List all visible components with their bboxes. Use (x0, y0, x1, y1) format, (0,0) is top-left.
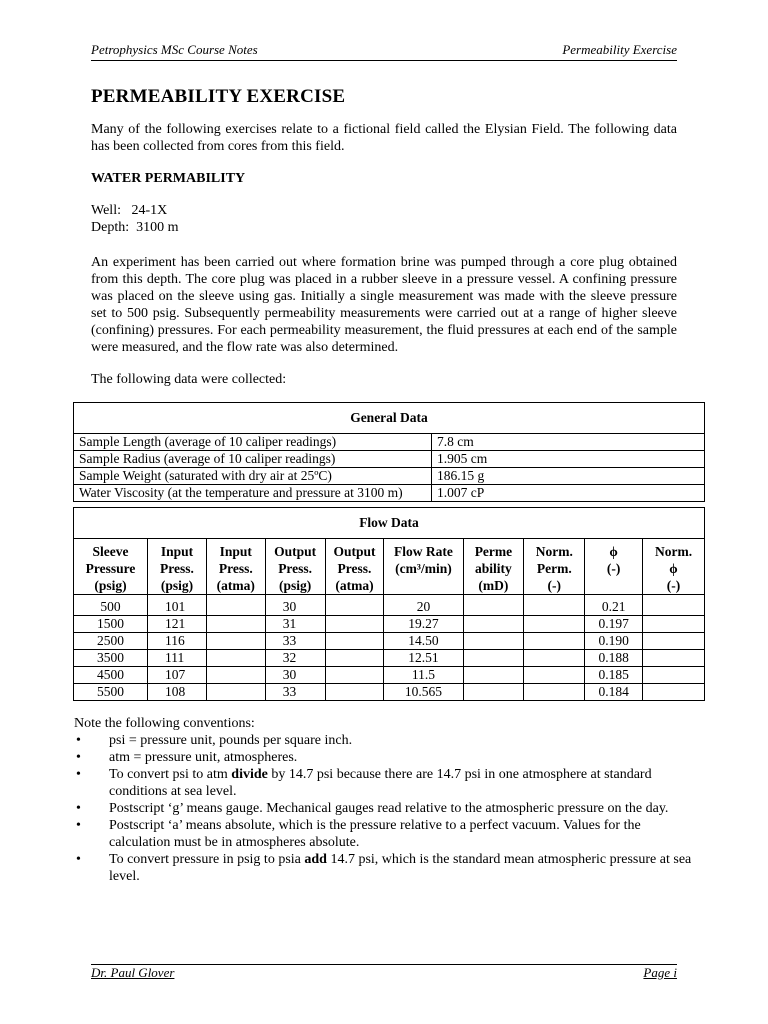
flow-data-cell: 10.565 (384, 684, 463, 701)
flow-header-line: (atma) (335, 578, 374, 593)
flow-data-cell: 31 (265, 616, 325, 633)
flow-data-cell: 111 (148, 650, 207, 667)
general-data-caption: General Data (74, 403, 705, 434)
flow-data-cell: 0.190 (585, 633, 643, 650)
well-info (91, 202, 677, 236)
flow-data-cell: 116 (148, 633, 207, 650)
flow-data-row (74, 650, 705, 667)
flow-header-line: (psig) (160, 578, 194, 593)
flow-data-cell (463, 595, 524, 616)
flow-column-header (206, 539, 265, 595)
bullet-icon: • (76, 852, 81, 867)
well-value: 24-1X (131, 203, 168, 218)
flow-data-cell: 101 (148, 595, 207, 616)
flow-data-cell: 11.5 (384, 667, 463, 684)
intro-paragraph: Many of the following exercises relate to a fictional field called the Elysian Field. The following data has been collected from cores from this field. (91, 122, 677, 154)
note-text: Postscript ‘g’ means gauge. Mechanical gauges read relative to the atmospheric pressure on the day. (109, 801, 669, 816)
flow-data-table (73, 507, 705, 701)
flow-data-cell (463, 684, 524, 701)
note-emphasis: add (304, 852, 327, 867)
notes-section (74, 715, 694, 885)
flow-header-line: Perm. (536, 561, 572, 576)
flow-header-line: (-) (547, 578, 562, 593)
page-footer (91, 964, 677, 981)
flow-data-cell: 2500 (74, 633, 148, 650)
flow-header-line: Input (160, 544, 194, 559)
flow-header-line: (atma) (216, 578, 255, 593)
flow-data-cell: 32 (265, 650, 325, 667)
depth-value: 3100 m (136, 220, 179, 235)
flow-data-cell (643, 616, 705, 633)
flow-data-caption: Flow Data (74, 508, 705, 539)
flow-data-cell (524, 650, 585, 667)
bullet-icon: • (76, 733, 81, 748)
flow-header-line: Press. (160, 561, 194, 576)
flow-header-line: Press. (337, 561, 372, 576)
flow-data-cell: 30 (265, 595, 325, 616)
note-text: To convert pressure in psig to psia (109, 852, 305, 867)
notes-list (74, 732, 694, 885)
flow-data-cell (325, 650, 384, 667)
flow-data-cell: 107 (148, 667, 207, 684)
flow-header-line: Perme (474, 544, 513, 559)
flow-data-cell: 19.27 (384, 616, 463, 633)
note-text: Postscript ‘a’ means absolute, which is the pressure relative to a perfect vacuum. Values for the calculation must be in atmospheres absolute. (109, 818, 641, 850)
data-collected-line: The following data were collected: (91, 372, 287, 387)
experiment-paragraph: An experiment has been carried out where formation brine was pumped through a core plug obtained from this depth. The core plug was placed in a rubber sleeve in a pressure vessel. A confining pressure was placed on the sleeve using gas. Initially a single measurement was made with the sleeve pressure set to 500 psig. Subsequently permeability measurements were carried out at a range of higher sleeve (confining) pressures. For each permeability measurement, the fluid pressures at each end of the sample were measured, and the flow rate was also determined. (91, 255, 677, 355)
general-data-value: 186.15 g (432, 468, 705, 485)
flow-data-cell: 121 (148, 616, 207, 633)
flow-data-cell: 500 (74, 595, 148, 616)
flow-data-cell: 4500 (74, 667, 148, 684)
header-course: Petrophysics MSc Course Notes (91, 42, 258, 57)
note-item (74, 766, 694, 800)
notes-intro: Note the following conventions: (74, 716, 255, 731)
flow-header-line: Press. (278, 561, 313, 576)
flow-data-row (74, 595, 705, 616)
flow-data-cell (325, 684, 384, 701)
depth-line (91, 219, 677, 236)
flow-data-cell (206, 595, 265, 616)
flow-header-line: Sleeve (92, 544, 129, 559)
flow-data-cell: 33 (265, 684, 325, 701)
flow-data-cell (643, 650, 705, 667)
note-text-continued: by 14.7 psi because there are 14.7 psi in one atmosphere at standard conditions at sea level. (109, 767, 652, 799)
flow-data-cell (524, 633, 585, 650)
flow-data-cell (463, 667, 524, 684)
flow-header-line: Norm. (654, 544, 693, 559)
flow-header-line: Output (333, 544, 376, 559)
flow-header-line: Output (274, 544, 317, 559)
note-emphasis: divide (231, 767, 268, 782)
flow-data-cell (206, 650, 265, 667)
page-title: PERMEABILITY EXERCISE (91, 86, 346, 107)
general-data-label: Sample Radius (average of 10 caliper readings) (74, 451, 432, 468)
flow-data-cell (325, 633, 384, 650)
general-data-label: Water Viscosity (at the temperature and pressure at 3100 m) (74, 485, 432, 502)
flow-header-line: (mD) (478, 578, 509, 593)
flow-data-cell: 14.50 (384, 633, 463, 650)
section-heading: WATER PERMABILITY (91, 171, 246, 186)
general-data-table (73, 402, 705, 502)
flow-header-line: Pressure (85, 561, 136, 576)
general-data-label: Sample Length (average of 10 caliper readings) (74, 434, 432, 451)
note-item (74, 851, 694, 885)
flow-column-header (524, 539, 585, 595)
flow-data-cell: 108 (148, 684, 207, 701)
flow-column-header (463, 539, 524, 595)
flow-header-line: (cm³/min) (395, 561, 452, 576)
flow-header-line: ϕ (669, 561, 678, 576)
flow-header-line: (-) (606, 561, 621, 576)
flow-data-cell (463, 633, 524, 650)
flow-data-cell: 33 (265, 633, 325, 650)
flow-data-cell (206, 616, 265, 633)
well-line (91, 202, 677, 219)
flow-header-line: Press. (218, 561, 253, 576)
flow-data-cell: 12.51 (384, 650, 463, 667)
note-text-continued: 14.7 psi, which is the standard mean atmospheric pressure at sea level. (109, 852, 692, 884)
flow-column-header (384, 539, 463, 595)
flow-data-cell (463, 650, 524, 667)
note-item (74, 732, 694, 749)
flow-data-cell (643, 633, 705, 650)
bullet-icon: • (76, 750, 81, 765)
flow-data-cell (325, 616, 384, 633)
flow-data-cell (524, 595, 585, 616)
flow-data-cell: 30 (265, 667, 325, 684)
flow-data-cell: 0.184 (585, 684, 643, 701)
flow-data-row (74, 667, 705, 684)
flow-data-cell (643, 595, 705, 616)
flow-column-header (325, 539, 384, 595)
flow-data-cell: 1500 (74, 616, 148, 633)
flow-header-line: (psig) (278, 578, 312, 593)
flow-header-line: (psig) (94, 578, 127, 593)
flow-column-header (74, 539, 148, 595)
flow-data-cell: 20 (384, 595, 463, 616)
flow-data-cell: 0.185 (585, 667, 643, 684)
general-data-value: 1.905 cm (432, 451, 705, 468)
flow-column-header (265, 539, 325, 595)
flow-data-cell (643, 667, 705, 684)
general-data-value: 1.007 cP (432, 485, 705, 502)
general-data-value: 7.8 cm (432, 434, 705, 451)
flow-data-row (74, 684, 705, 701)
flow-data-row (74, 616, 705, 633)
flow-column-header (585, 539, 643, 595)
flow-data-cell (524, 667, 585, 684)
bullet-icon: • (76, 801, 81, 816)
flow-data-cell (206, 633, 265, 650)
flow-data-cell (206, 667, 265, 684)
general-data-label: Sample Weight (saturated with dry air at 25ºC) (74, 468, 432, 485)
flow-column-header (643, 539, 705, 595)
depth-label: Depth: (91, 220, 130, 235)
note-text: psi = pressure unit, pounds per square inch. (109, 733, 353, 748)
flow-data-row (74, 633, 705, 650)
footer-author: Dr. Paul Glover (91, 965, 175, 980)
flow-header-line: ϕ (609, 544, 618, 559)
bullet-icon: • (76, 818, 81, 833)
general-data-row (74, 451, 705, 468)
flow-data-cell: 5500 (74, 684, 148, 701)
flow-data-cell (206, 684, 265, 701)
note-text: atm = pressure unit, atmospheres. (109, 750, 298, 765)
page-header (91, 42, 677, 61)
flow-header-line: Input (219, 544, 252, 559)
general-data-row (74, 468, 705, 485)
general-data-row (74, 485, 705, 502)
flow-header-line: (-) (666, 578, 681, 593)
flow-header-line: Flow Rate (394, 544, 453, 559)
flow-data-cell (325, 667, 384, 684)
flow-data-cell: 0.188 (585, 650, 643, 667)
bullet-icon: • (76, 767, 81, 782)
flow-column-header (148, 539, 207, 595)
footer-page: Page i (643, 965, 677, 980)
note-text: To convert psi to atm (109, 767, 232, 782)
flow-header-line: ability (475, 561, 512, 576)
flow-data-cell (643, 684, 705, 701)
note-item (74, 817, 694, 851)
flow-data-cell (325, 595, 384, 616)
flow-data-cell (524, 684, 585, 701)
note-item (74, 749, 694, 766)
flow-header-line: Norm. (535, 544, 573, 559)
flow-data-cell (463, 616, 524, 633)
flow-data-cell: 0.197 (585, 616, 643, 633)
well-label: Well: (91, 203, 121, 218)
flow-data-cell (524, 616, 585, 633)
general-data-row (74, 434, 705, 451)
header-topic: Permeability Exercise (562, 42, 677, 57)
flow-data-cell: 0.21 (585, 595, 643, 616)
flow-data-cell: 3500 (74, 650, 148, 667)
note-item (74, 800, 694, 817)
